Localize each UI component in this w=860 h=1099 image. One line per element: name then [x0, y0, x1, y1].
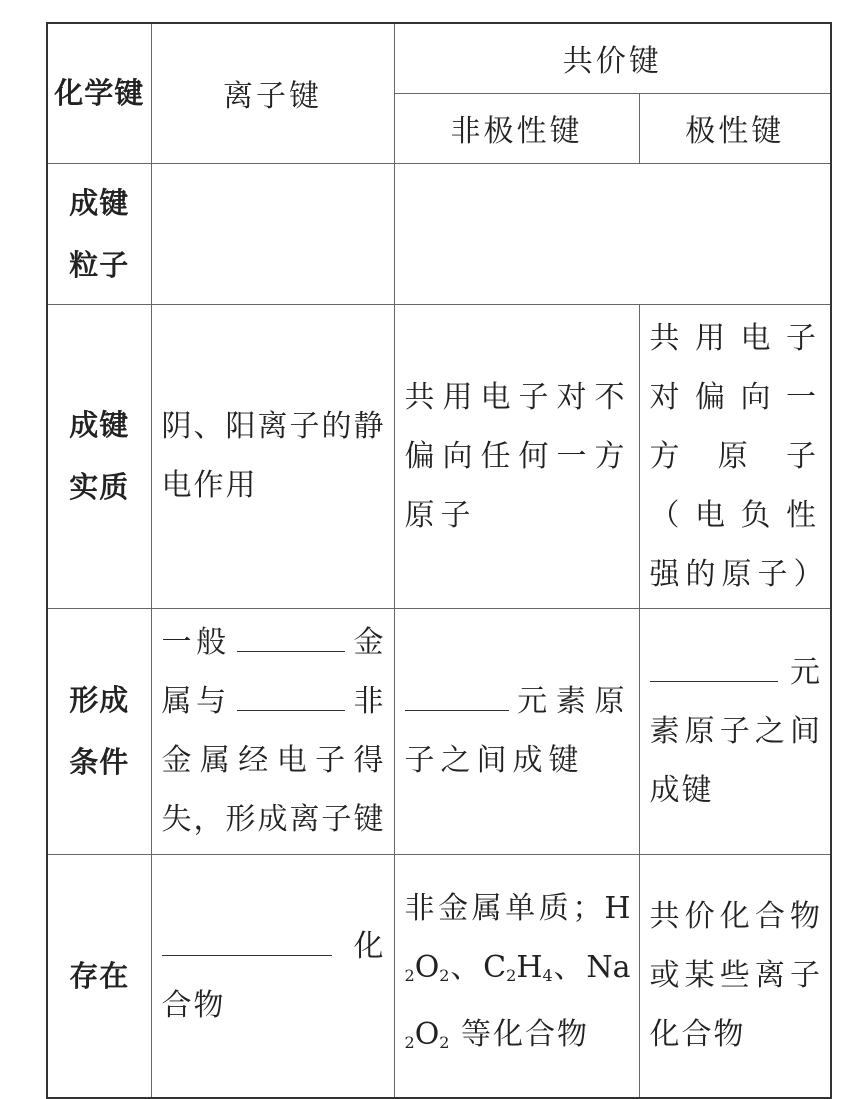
answer-blank [405, 680, 509, 711]
corner-header: 化学键 [47, 23, 151, 163]
formula-subscript: 2 [404, 1033, 415, 1053]
existence-row [47, 854, 831, 1098]
essence-nonpolar-cell: 共用电子对不偏向任何一方原子 [394, 304, 639, 608]
conditions-nonpolar-text: 元素原子之间成键 [404, 684, 631, 778]
existence-nonpolar-cell [394, 854, 639, 1098]
formula-symbol: C [483, 950, 507, 986]
c2h4-formula [483, 950, 553, 985]
particles-covalent-cell [394, 163, 831, 304]
covalent-bond-header: 共价键 [394, 23, 831, 93]
conditions-ionic-text-2: 金属与 [161, 625, 386, 719]
existence-polar-cell: 共价化合物或某些离子化合物 [639, 854, 831, 1098]
essence-row-label [47, 304, 151, 608]
essence-polar-cell: 共用电子对偏向一方原子（电负性强的原子） [639, 304, 831, 608]
nonpolar-bond-header: 非极性键 [394, 93, 639, 163]
formula-subscript: 2 [439, 966, 450, 986]
particles-label-line1: 成键 [69, 185, 130, 220]
formula-subscript: 2 [439, 1033, 450, 1053]
conditions-label-line2: 条件 [69, 745, 130, 779]
formula-subscript: 2 [404, 966, 415, 986]
answer-blank [162, 925, 332, 956]
answer-blank [237, 680, 345, 711]
essence-row [47, 304, 831, 608]
existence-row-label: 存在 [47, 854, 151, 1098]
existence-nonpolar-text-2: 等化合物 [461, 1017, 590, 1053]
particles-ionic-cell [151, 163, 394, 304]
conditions-ionic-cell [151, 608, 394, 854]
answer-blank [650, 651, 778, 682]
formula-symbol: H [604, 891, 631, 927]
formula-subscript: 2 [506, 966, 517, 986]
bond-comparison-sheet [46, 22, 830, 1053]
particles-row-label [47, 163, 151, 304]
polar-bond-header: 极性键 [639, 93, 831, 163]
ionic-bond-header: 离子键 [151, 23, 394, 163]
essence-ionic-cell: 阴、阳离子的静电作用 [151, 304, 394, 608]
answer-blank [237, 621, 345, 652]
formula-separator: 、 [552, 950, 587, 986]
formula-symbol: H [516, 950, 543, 986]
existence-nonpolar-text-1: 非金属单质； [404, 891, 605, 927]
conditions-ionic-text-1: 一般 [161, 625, 231, 660]
particles-row [47, 163, 831, 304]
existence-ionic-text: 化合物 [161, 928, 386, 1023]
essence-label-line1: 成键 [69, 408, 130, 442]
existence-ionic-cell [151, 854, 394, 1098]
conditions-row [47, 608, 831, 854]
conditions-polar-text: 元素原子之间成键 [649, 654, 822, 808]
essence-label-line2: 实质 [69, 470, 130, 504]
formula-separator: 、 [449, 950, 484, 986]
formula-symbol: Na [586, 950, 631, 986]
chemical-bond-table [46, 22, 832, 1099]
conditions-label-line1: 形成 [69, 683, 130, 717]
conditions-polar-cell [639, 608, 831, 854]
particles-label-line2: 粒子 [69, 247, 130, 282]
formula-symbol: O [414, 1017, 440, 1053]
conditions-ionic-text-3: 非金属经电子得失，形成离子键 [161, 684, 386, 837]
header-row-1 [47, 23, 831, 93]
conditions-row-label [47, 608, 151, 854]
formula-symbol: O [414, 950, 440, 986]
formula-subscript: 4 [542, 966, 553, 986]
conditions-nonpolar-cell [394, 608, 639, 854]
